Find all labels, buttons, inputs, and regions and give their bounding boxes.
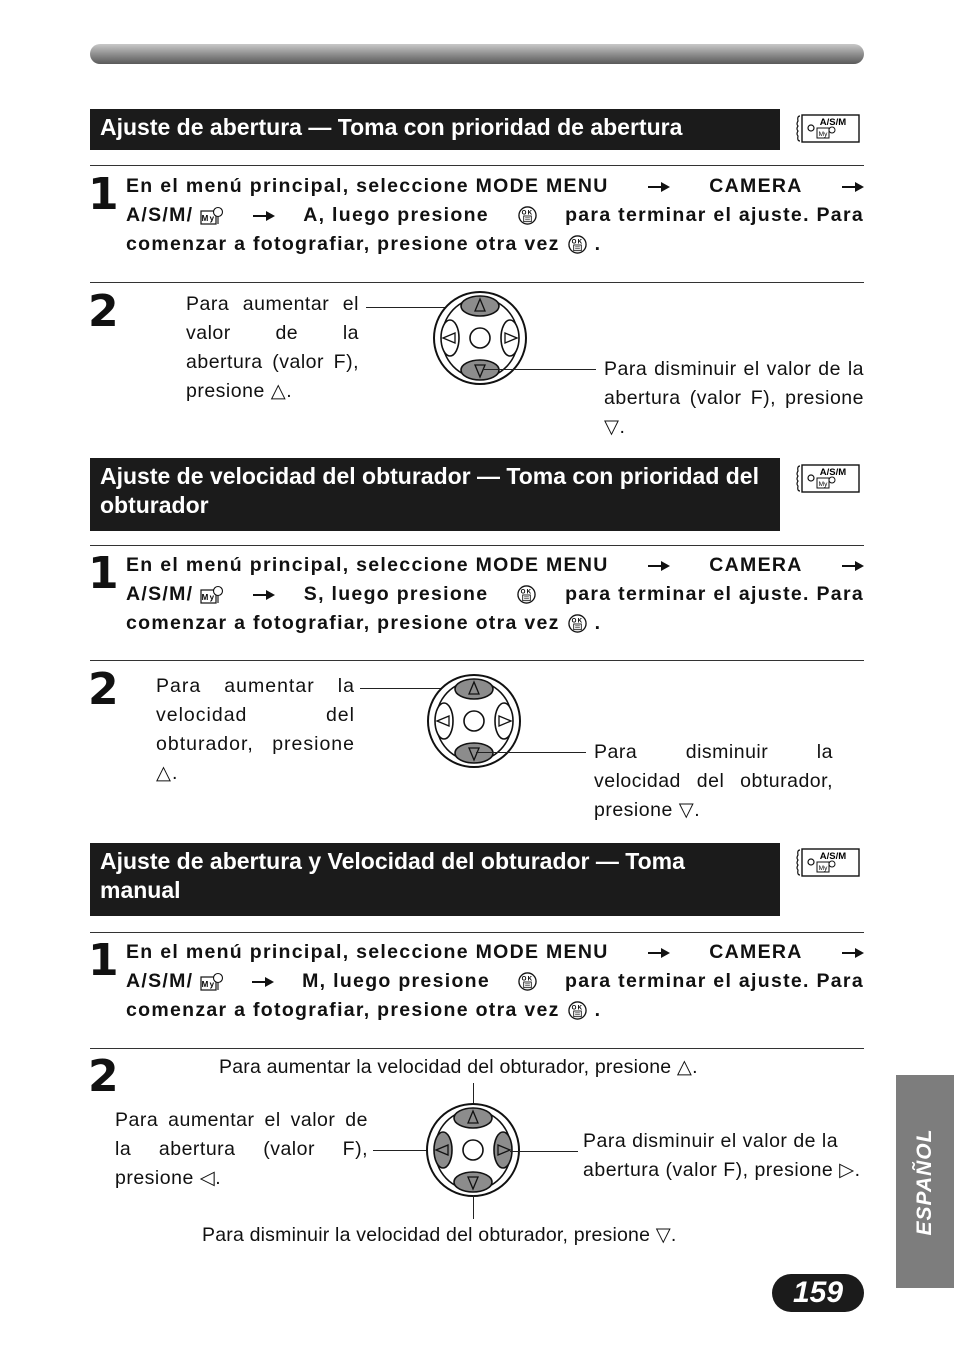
step1-finish-text: para terminar el ajuste. Para [565,583,864,605]
my-mode-icon [200,585,224,605]
leader-line [476,752,586,753]
increase-aperture-note: Para aumentar el valor de la abertura (valor F), presione △. [186,293,359,402]
arrow-icon [648,948,670,958]
step1-instruction [126,938,864,1025]
step1-instruction [126,172,864,259]
divider [90,165,864,166]
mode-asm-icon [796,462,860,494]
decrease-shutter-note: Para disminuir la velocidad del obturador, presione ▽. [202,1224,677,1246]
step1-mode-text: A/S/M/ [126,583,194,605]
ok-button-icon [518,206,537,225]
mode-asm-icon [796,112,860,144]
increase-shutter-note: Para aumentar la velocidad del obturador, presione △. [219,1056,698,1078]
step1-line3-text: comenzar a fotografiar, presione otra vez [126,233,560,255]
decrease-aperture-note: Para disminuir el valor de la abertura (valor F), presione ▷. [583,1130,861,1181]
step1-camera-text: CAMERA [709,175,803,197]
arrow-pad-icon [425,1102,521,1198]
section-title-shutter: Ajuste de velocidad del obturador — Toma con prioridad del obturador [90,458,780,531]
arrow-pad-icon [432,290,528,386]
step1-mode-text: A/S/M/ [126,204,194,226]
decrease-shutter-note: Para disminuir la velocidad del obturador, presione ▽. [594,741,833,821]
language-tab [896,1075,954,1288]
language-label: ESPAÑOL [913,1128,936,1235]
ok-button-icon [568,235,587,254]
divider [90,282,864,283]
leader-line [510,1151,578,1152]
arrow-icon [648,561,670,571]
step1-line3-text: comenzar a fotografiar, presione otra vez [126,999,560,1021]
ok-button-icon [568,1001,587,1020]
divider [90,660,864,661]
ok-button-icon [568,614,587,633]
leader-line [484,369,596,370]
divider [90,545,864,546]
ok-button-icon [517,585,536,604]
decrease-aperture-note: Para disminuir el valor de la abertura (valor F), presione ▽. [604,358,864,438]
arrow-icon [252,977,274,987]
ok-button-icon [518,972,537,991]
arrow-icon [842,182,864,192]
period: . [594,233,602,255]
arrow-icon [253,211,275,221]
my-mode-icon [200,972,224,992]
my-mode-icon [200,206,224,226]
step1-line1-text: En el menú principal, seleccione MODE MENU [126,941,609,963]
step-number: 1 [88,935,119,986]
divider [90,1048,864,1049]
period: . [594,612,602,634]
step1-mode-text: A/S/M/ [126,970,194,992]
arrow-icon [842,948,864,958]
step1-select-text: A, luego presione [303,204,489,226]
step1-select-text: M, luego presione [302,970,491,992]
section-title-aperture: Ajuste de abertura — Toma con prioridad de abertura [90,109,780,150]
section-title-manual: Ajuste de abertura y Velocidad del obturador — Toma manual [90,843,780,916]
step1-select-text: S, luego presione [303,583,489,605]
step-number: 2 [88,1051,119,1102]
leader-line [473,1195,474,1219]
step-number: 1 [88,548,119,599]
step1-finish-text: para terminar el ajuste. Para [565,204,864,226]
step1-camera-text: CAMERA [709,941,803,963]
arrow-icon [648,182,670,192]
step1-camera-text: CAMERA [709,554,803,576]
step-number: 2 [88,664,119,715]
step1-line1-text: En el menú principal, seleccione MODE MENU [126,175,609,197]
step1-line3-text: comenzar a fotografiar, presione otra vez [126,612,560,634]
step1-line1-text: En el menú principal, seleccione MODE MENU [126,554,609,576]
period: . [594,999,602,1021]
arrow-pad-icon [426,673,522,769]
mode-asm-icon [796,846,860,878]
divider [90,932,864,933]
step1-finish-text: para terminar el ajuste. Para [565,970,864,992]
arrow-icon [842,561,864,571]
step1-instruction [126,551,864,638]
step-number: 2 [88,286,119,337]
header-bar [90,44,864,64]
increase-aperture-note: Para aumentar el valor de la abertura (valor F), presione ◁. [115,1109,368,1189]
increase-shutter-note: Para aumentar la velocidad del obturador, presione △. [156,675,355,784]
arrow-icon [253,590,275,600]
step-number: 1 [88,169,119,220]
page-number: 159 [772,1274,864,1312]
